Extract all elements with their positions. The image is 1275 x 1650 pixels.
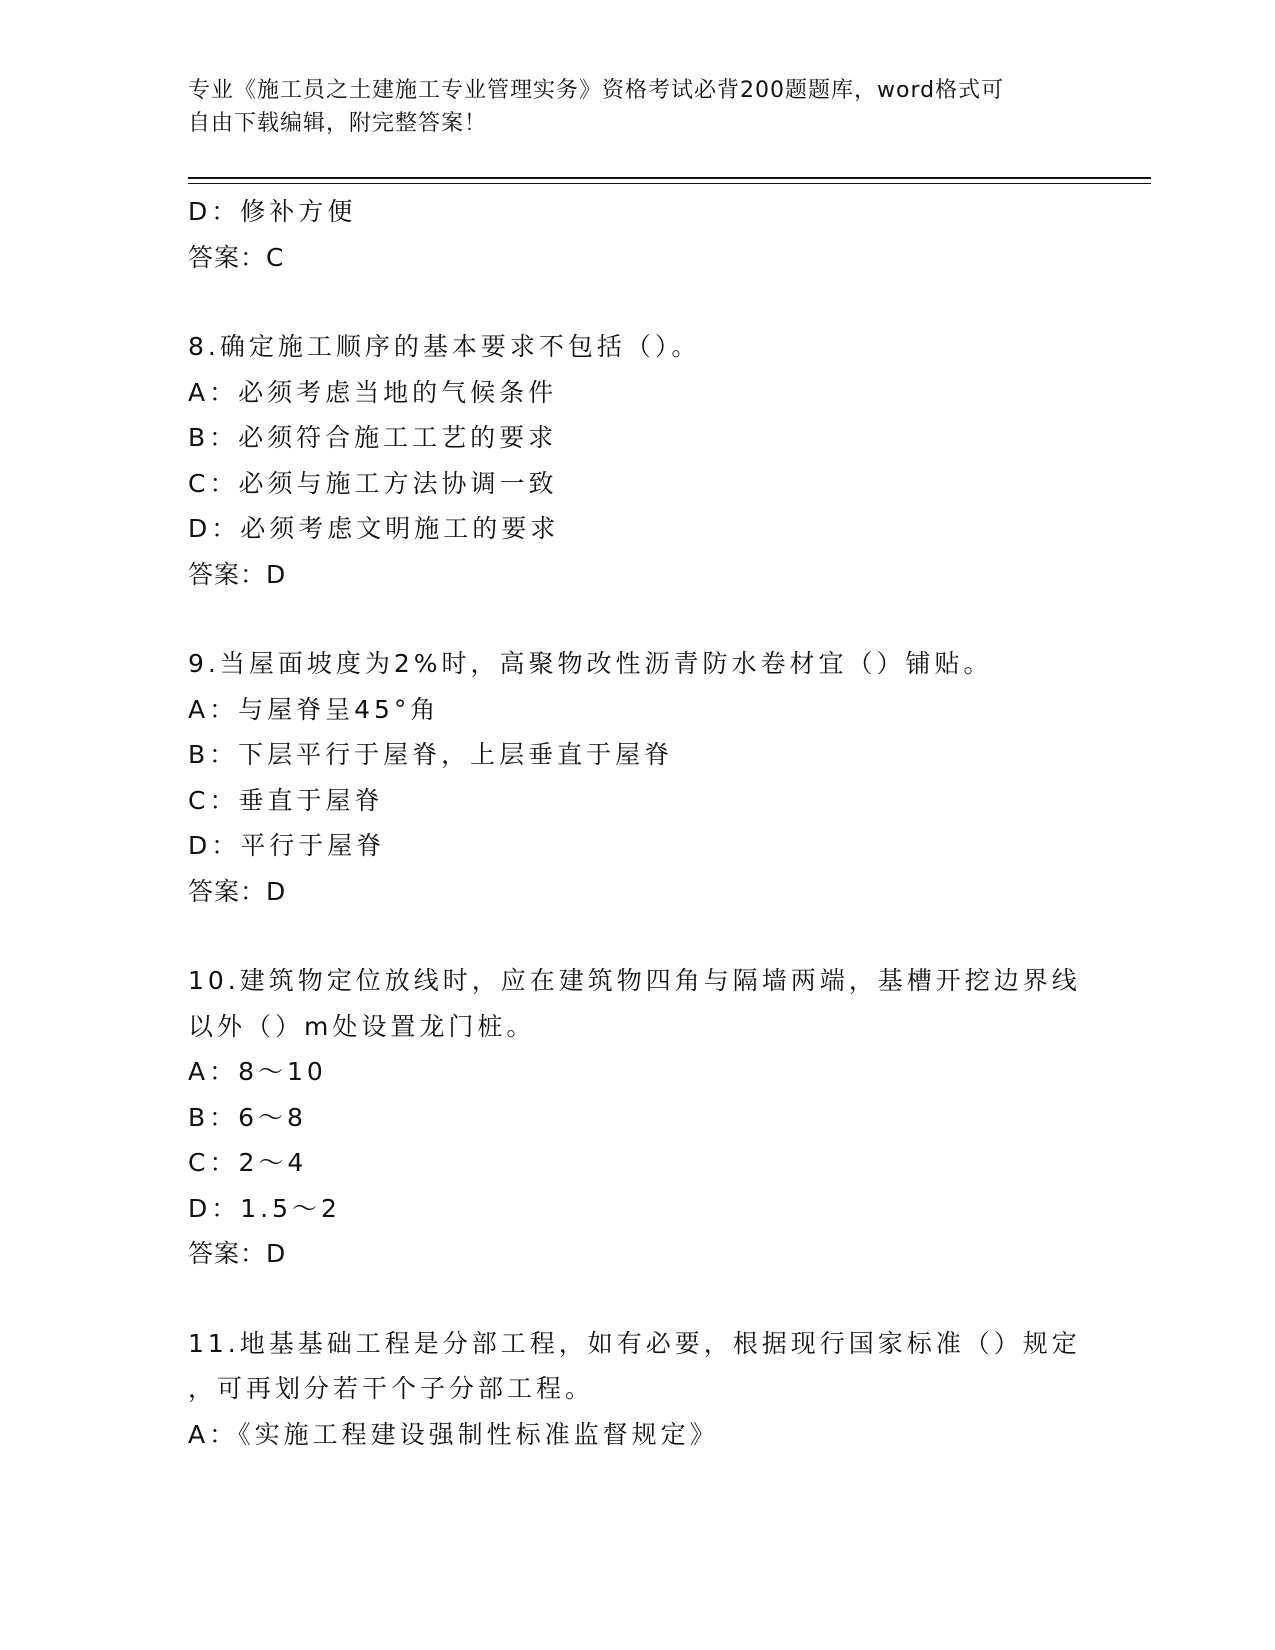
option-c: C：2～4 (188, 1148, 308, 1177)
option-d: D：1.5～2 (188, 1193, 341, 1223)
header-divider-thin (188, 183, 1151, 184)
question-stem: 8.确定施工顺序的基本要求不包括（）。 (188, 332, 701, 361)
question-prev (188, 189, 1088, 280)
option-a: A：《实施工程建设强制性标准监督规定》 (188, 1419, 719, 1449)
document-header (188, 74, 1068, 140)
question-8 (188, 324, 1088, 597)
option-d: D：平行于屋脊 (188, 831, 386, 860)
question-stem-line1: 11.地基基础工程是分部工程，如有必要，根据现行国家标准（）规定 (188, 1328, 1081, 1358)
question-stem: 9.当屋面坡度为2%时，高聚物改性沥青防水卷材宜（）铺贴。 (188, 649, 993, 678)
option-a: A：必须考虑当地的气候条件 (188, 377, 558, 407)
option-a: A：8～10 (188, 1057, 327, 1086)
spacer (188, 597, 1088, 641)
question-9 (188, 641, 1088, 914)
header-title-line2: 自由下载编辑，附完整答案！ (188, 111, 488, 136)
option-b: B：下层平行于屋脊，上层垂直于屋脊 (188, 740, 674, 769)
option-c: C：必须与施工方法协调一致 (188, 468, 558, 498)
answer-line: 答案：D (188, 559, 287, 589)
header-divider-thick (188, 177, 1151, 179)
question-list (188, 189, 1088, 1457)
option-b: B：6～8 (188, 1102, 307, 1132)
option-c: C：垂直于屋脊 (188, 785, 384, 815)
answer-line: 答案：D (188, 1239, 287, 1268)
question-stem-line2: 以外（）m处设置龙门桩。 (188, 1011, 536, 1041)
question-10 (188, 958, 1088, 1277)
spacer (188, 1277, 1088, 1321)
question-11 (188, 1321, 1088, 1458)
spacer (188, 280, 1088, 324)
question-stem-line2: ，可再划分若干个子分部工程。 (188, 1374, 595, 1403)
spacer (188, 914, 1088, 958)
option-b: B：必须符合施工工艺的要求 (188, 423, 558, 452)
answer-line: 答案：D (188, 876, 287, 906)
answer-line: 答案：C (188, 242, 285, 272)
question-stem-line1: 10.建筑物定位放线时，应在建筑物四角与隔墙两端，基槽开挖边界线 (188, 966, 1081, 995)
header-title-line1: 专业《施工员之土建施工专业管理实务》资格考试必背200题题库，word格式可 (188, 78, 1005, 103)
option-d: D：修补方便 (188, 197, 357, 226)
option-a: A：与屋脊呈45°角 (188, 694, 440, 724)
option-d: D：必须考虑文明施工的要求 (188, 514, 560, 543)
